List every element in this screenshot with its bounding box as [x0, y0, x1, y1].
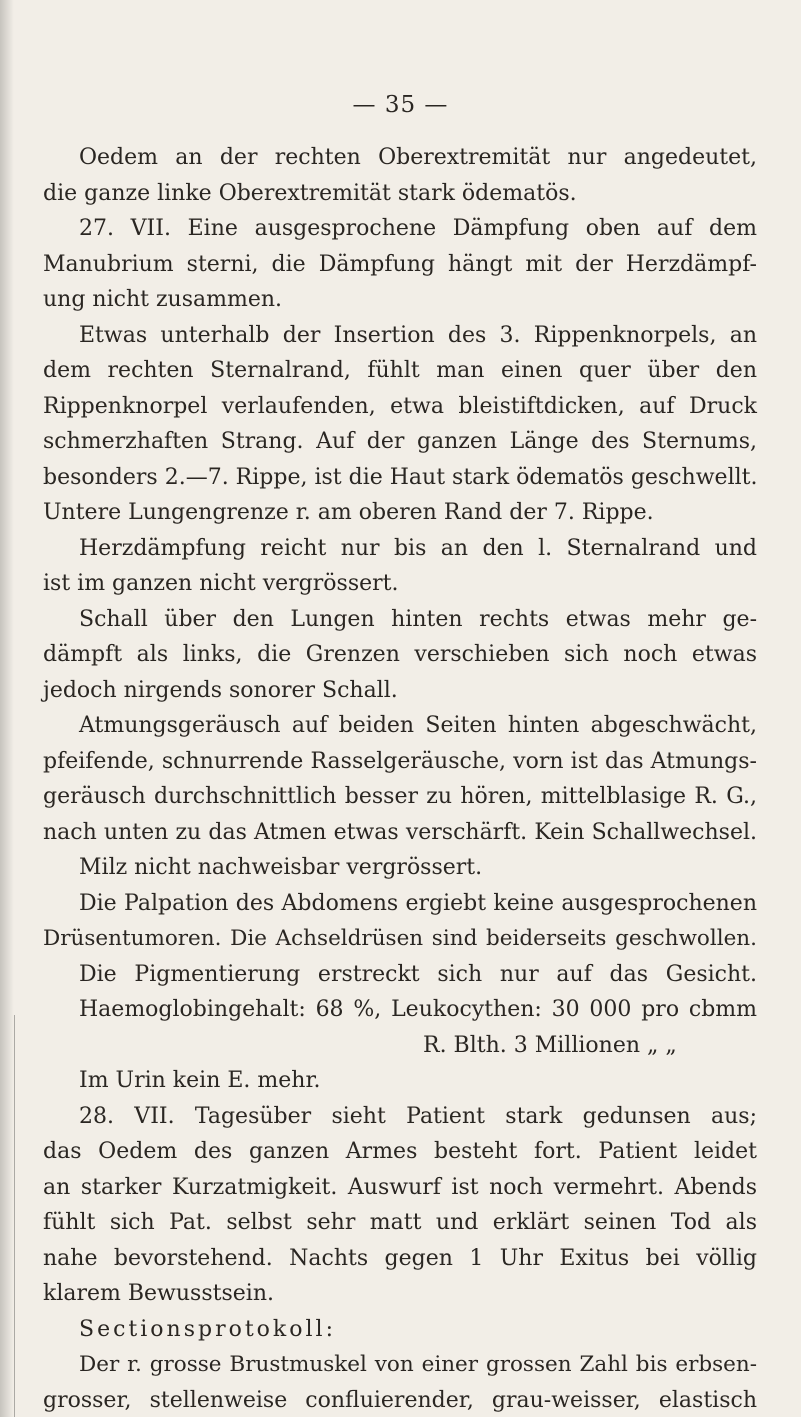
text-line: Im Urin kein E. mehr. — [79, 1068, 321, 1093]
text-line: Die Palpation des Abdomens ergiebt keine ausgesprochenen — [79, 891, 757, 916]
text-line: Manubrium sterni, die Dämpfung hängt mit der Herzdämpf- — [43, 252, 757, 277]
text-line: schmerzhaften Strang. Auf der ganzen Länge des Sternums, — [43, 429, 757, 454]
text-line: geräusch durchschnittlich besser zu hören, mittelblasige R. G., — [43, 784, 757, 809]
text-line: Etwas unterhalb der Insertion des 3. Rippenknorpels, an — [79, 323, 757, 348]
text-line: fühlt sich Pat. selbst sehr matt und erklärt seinen Tod als — [43, 1210, 757, 1235]
section-heading: Sectionsprotokoll: — [79, 1317, 336, 1342]
text-line: dämpft als links, die Grenzen verschieben sich noch etwas — [43, 642, 757, 667]
text-line: Oedem an der rechten Oberextremität nur angedeutet, — [79, 145, 757, 170]
text-line: ung nicht zusammen. — [43, 287, 283, 312]
text-line: pfeifende, schnurrende Rasselgeräusche, vorn ist das Atmungs- — [43, 749, 757, 774]
text-line: Herzdämpfung reicht nur bis an den l. Sternalrand und — [79, 536, 757, 561]
text-line: Milz nicht nachweisbar vergrössert. — [79, 855, 483, 880]
text-line: Rippenknorpel verlaufenden, etwa bleistiftdicken, auf Druck — [43, 394, 757, 419]
text-line: dem rechten Sternalrand, fühlt man einen quer über den — [43, 358, 757, 383]
text-line: 27. VII. Eine ausgesprochene Dämpfung oben auf dem — [79, 216, 757, 241]
text-line: besonders 2.—7. Rippe, ist die Haut stark ödematös geschwellt. — [43, 465, 758, 490]
text-line: R. Blth. 3 Millionen „ „ — [423, 1033, 677, 1058]
text-line: jedoch nirgends sonorer Schall. — [43, 678, 398, 703]
text-line: die ganze linke Oberextremität stark ödematös. — [43, 181, 577, 206]
text-line: klarem Bewusstsein. — [43, 1281, 274, 1306]
text-line: Haemoglobingehalt: 68 %, Leukocythen: 30 000 pro cbmm — [79, 997, 757, 1022]
page-edge-line — [14, 1015, 15, 1417]
text-line: nach unten zu das Atmen etwas verschärft. Kein Schallwechsel. — [43, 820, 757, 845]
text-line: Drüsentumoren. Die Achseldrüsen sind beiderseits geschwollen. — [43, 926, 757, 951]
text-line: ist im ganzen nicht vergrössert. — [43, 571, 399, 596]
text-line: 28. VII. Tagesüber sieht Patient stark gedunsen aus; — [79, 1104, 757, 1129]
page-number-header: — 35 — — [352, 92, 449, 118]
text-line: nahe bevorstehend. Nachts gegen 1 Uhr Exitus bei völlig — [43, 1246, 757, 1271]
page-edge-shadow — [0, 0, 14, 1417]
text-line: das Oedem des ganzen Armes besteht fort. Patient leidet — [43, 1139, 757, 1164]
text-line: grosser, stellenweise confluierender, grau-weisser, elastisch — [43, 1388, 757, 1413]
text-line: Untere Lungengrenze r. am oberen Rand der 7. Rippe. — [43, 500, 654, 525]
text-line: Die Pigmentierung erstreckt sich nur auf das Gesicht. — [79, 962, 757, 987]
text-line: Atmungsgeräusch auf beiden Seiten hinten abgeschwächt, — [79, 713, 757, 738]
text-line: Schall über den Lungen hinten rechts etwas mehr ge- — [79, 607, 757, 632]
text-line: Der r. grosse Brustmuskel von einer grossen Zahl bis erbsen- — [79, 1352, 757, 1377]
text-line: an starker Kurzatmigkeit. Auswurf ist noch vermehrt. Abends — [43, 1175, 757, 1200]
